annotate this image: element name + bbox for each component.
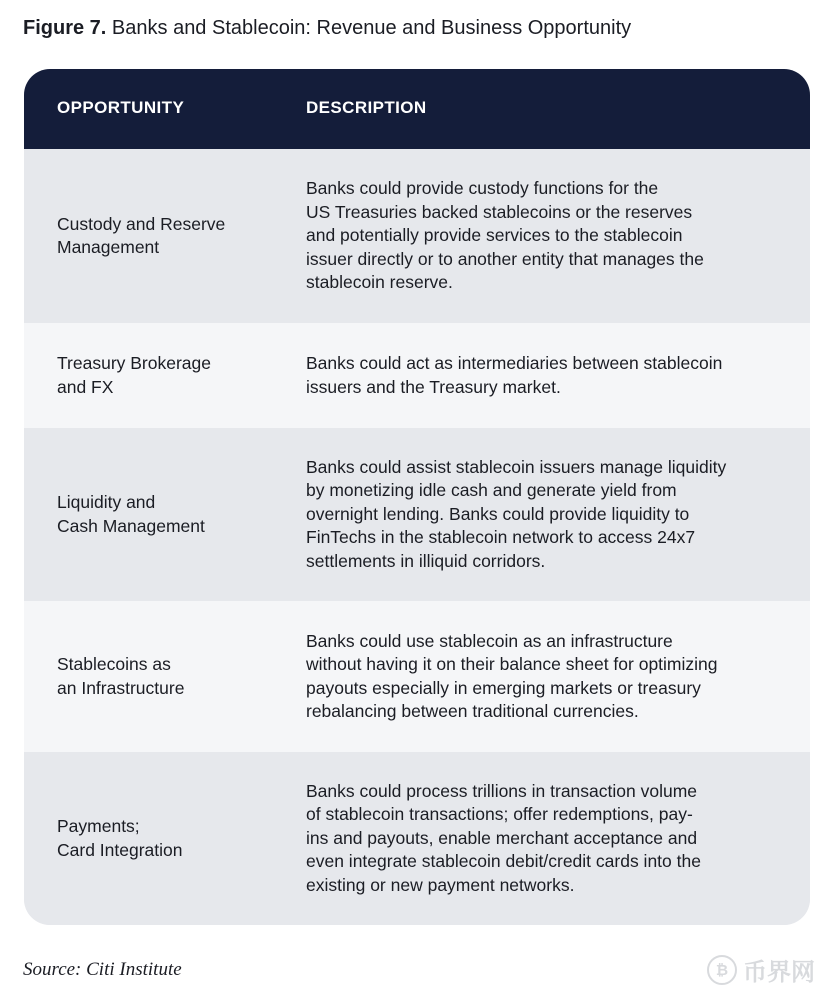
figure-title [23, 14, 631, 42]
opportunity-cell: Treasury Brokerage and FX [57, 353, 211, 397]
watermark-text: 币界网 [743, 958, 815, 986]
figure-title-text: Banks and Stablecoin: Revenue and Business Opportunity [111, 17, 632, 39]
header-description: DESCRIPTION [306, 98, 427, 117]
table-header [24, 69, 810, 149]
table-row [24, 601, 810, 752]
source-note: Source: Citi Institute [23, 959, 182, 980]
figure-label: Figure 7. [23, 17, 107, 39]
table-row [24, 323, 810, 428]
opportunity-cell: Payments; Card Integration [57, 816, 183, 860]
watermark [707, 952, 815, 987]
opportunity-cell: Stablecoins as an Infrastructure [57, 654, 185, 698]
table-row [24, 428, 810, 601]
description-cell: Banks could process trillions in transaction volume of stablecoin transactions; offer redemptions, pay- ins and payouts, enable merchant acceptance and even integrate stablecoin debit/credit cards into the existing or new payment networks. [306, 780, 701, 895]
description-cell: Banks could assist stablecoin issuers manage liquidity by monetizing idle cash and generate yield from overnight lending. Banks could provide liquidity to FinTechs in the stablecoin network to access 24x7 settlements in illiquid corridors. [306, 456, 727, 571]
opportunity-table [24, 69, 810, 925]
description-cell: Banks could provide custody functions for the US Treasuries backed stablecoins or the reserves and potentially provide services to the stablecoin issuer directly or to another entity that manages the stablecoin reserve. [306, 178, 704, 293]
bitcoin-coin-icon: ₿ [707, 955, 737, 985]
description-cell: Banks could use stablecoin as an infrastructure without having it on their balance sheet for optimizing payouts especially in emerging markets or treasury rebalancing between traditional currencies. [306, 630, 718, 721]
description-cell: Banks could act as intermediaries between stablecoin issuers and the Treasury market. [306, 353, 723, 397]
opportunity-cell: Custody and Reserve Management [57, 213, 226, 257]
opportunity-cell: Liquidity and Cash Management [57, 492, 205, 536]
header-opportunity: OPPORTUNITY [57, 98, 185, 117]
table-row [24, 752, 810, 925]
table-row [24, 149, 810, 323]
